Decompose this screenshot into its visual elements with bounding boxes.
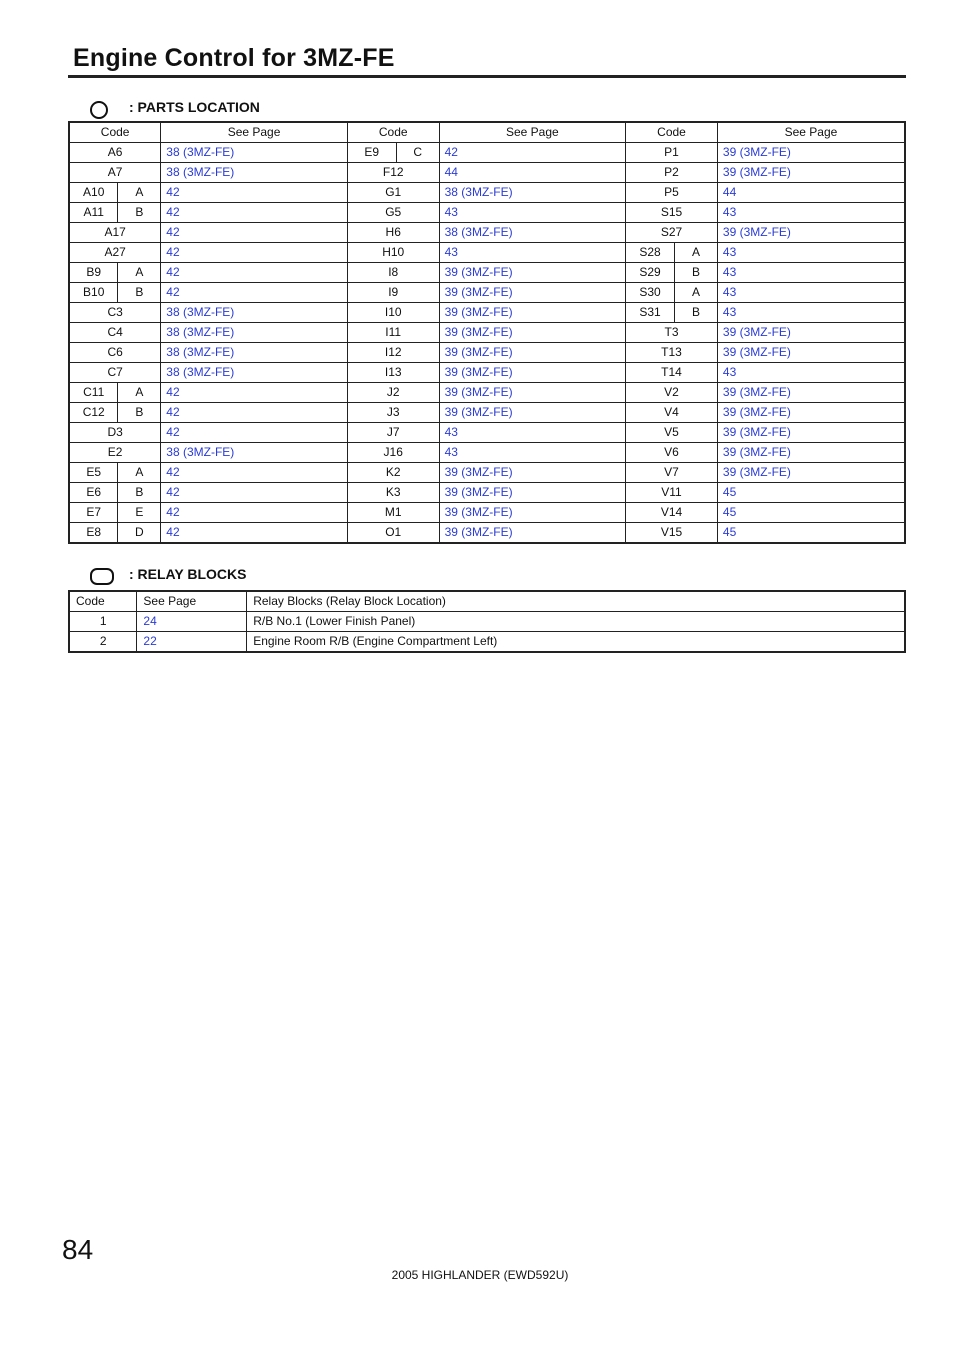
- see-page-link[interactable]: 42: [161, 263, 348, 283]
- see-page-link[interactable]: 39 (3MZ-FE): [439, 503, 626, 523]
- column-header: Code: [69, 122, 161, 143]
- table-row: [69, 303, 905, 323]
- connector-suffix-cell: B: [118, 283, 161, 303]
- see-page-link[interactable]: 42: [161, 403, 348, 423]
- table-row: [69, 203, 905, 223]
- code-cell: C4: [69, 323, 161, 343]
- see-page-link[interactable]: 42: [161, 383, 348, 403]
- connector-suffix-cell: B: [118, 203, 161, 223]
- code-cell: J2: [347, 383, 439, 403]
- see-page-link[interactable]: 38 (3MZ-FE): [439, 183, 626, 203]
- see-page-link[interactable]: 39 (3MZ-FE): [717, 403, 905, 423]
- see-page-link[interactable]: 42: [161, 223, 348, 243]
- relay-blocks-heading: [90, 562, 246, 585]
- code-cell: E5: [69, 463, 118, 483]
- code-cell: V15: [626, 523, 718, 544]
- connector-suffix-cell: C: [396, 143, 439, 163]
- see-page-link[interactable]: 43: [717, 283, 905, 303]
- see-page-link[interactable]: 39 (3MZ-FE): [717, 443, 905, 463]
- code-cell: S29: [626, 263, 675, 283]
- code-cell: V14: [626, 503, 718, 523]
- circle-icon: [90, 101, 108, 119]
- table-row: [69, 243, 905, 263]
- table-row: [69, 423, 905, 443]
- table-row: [69, 283, 905, 303]
- code-cell: D3: [69, 423, 161, 443]
- see-page-link[interactable]: 43: [439, 203, 626, 223]
- table-row: [69, 632, 905, 653]
- table-row: [69, 523, 905, 544]
- code-cell: 1: [69, 612, 137, 632]
- see-page-link[interactable]: 42: [161, 523, 348, 544]
- connector-suffix-cell: B: [118, 483, 161, 503]
- code-cell: S31: [626, 303, 675, 323]
- see-page-link[interactable]: 39 (3MZ-FE): [439, 263, 626, 283]
- code-cell: C6: [69, 343, 161, 363]
- code-cell: A7: [69, 163, 161, 183]
- code-cell: S27: [626, 223, 718, 243]
- see-page-link[interactable]: 39 (3MZ-FE): [439, 483, 626, 503]
- see-page-link[interactable]: 38 (3MZ-FE): [161, 363, 348, 383]
- see-page-link[interactable]: 39 (3MZ-FE): [439, 403, 626, 423]
- see-page-link[interactable]: 42: [161, 503, 348, 523]
- code-cell: A10: [69, 183, 118, 203]
- see-page-link[interactable]: 42: [161, 183, 348, 203]
- see-page-link[interactable]: 39 (3MZ-FE): [439, 303, 626, 323]
- see-page-link[interactable]: 39 (3MZ-FE): [717, 423, 905, 443]
- see-page-link[interactable]: 43: [717, 263, 905, 283]
- see-page-link[interactable]: 39 (3MZ-FE): [717, 463, 905, 483]
- see-page-link[interactable]: 39 (3MZ-FE): [717, 143, 905, 163]
- code-cell: A27: [69, 243, 161, 263]
- relay-blocks-label: : RELAY BLOCKS: [129, 565, 247, 582]
- code-cell: K3: [347, 483, 439, 503]
- parts-location-table: [68, 121, 906, 544]
- connector-suffix-cell: A: [118, 383, 161, 403]
- see-page-link[interactable]: 42: [439, 143, 626, 163]
- code-cell: B9: [69, 263, 118, 283]
- code-cell: E9: [347, 143, 396, 163]
- relay-table-header-row: [69, 591, 905, 612]
- connector-suffix-cell: A: [675, 283, 718, 303]
- relay-block-location-cell: Engine Room R/B (Engine Compartment Left): [247, 632, 905, 653]
- table-row: [69, 463, 905, 483]
- table-row: [69, 263, 905, 283]
- see-page-link[interactable]: 38 (3MZ-FE): [161, 343, 348, 363]
- see-page-link[interactable]: 45: [717, 503, 905, 523]
- footer-text: 2005 HIGHLANDER (EWD592U): [391, 1268, 569, 1282]
- see-page-link[interactable]: 45: [717, 523, 905, 544]
- code-cell: E6: [69, 483, 118, 503]
- title-rule: [68, 75, 906, 78]
- column-header: See Page: [717, 122, 905, 143]
- see-page-link[interactable]: 42: [161, 203, 348, 223]
- table-row: [69, 503, 905, 523]
- connector-suffix-cell: A: [675, 243, 718, 263]
- see-page-link[interactable]: 43: [439, 423, 626, 443]
- code-cell: V11: [626, 483, 718, 503]
- table-row: [69, 612, 905, 632]
- code-cell: V5: [626, 423, 718, 443]
- see-page-link[interactable]: 22: [137, 632, 247, 653]
- column-header: Code: [626, 122, 718, 143]
- pill-icon: [90, 568, 114, 585]
- code-cell: A17: [69, 223, 161, 243]
- code-cell: V6: [626, 443, 718, 463]
- see-page-link[interactable]: 43: [439, 243, 626, 263]
- column-header: Code: [69, 591, 137, 612]
- code-cell: C3: [69, 303, 161, 323]
- see-page-link[interactable]: 43: [717, 243, 905, 263]
- see-page-link[interactable]: 39 (3MZ-FE): [439, 463, 626, 483]
- code-cell: M1: [347, 503, 439, 523]
- see-page-link[interactable]: 38 (3MZ-FE): [161, 163, 348, 183]
- table-row: [69, 483, 905, 503]
- connector-suffix-cell: B: [675, 263, 718, 283]
- code-cell: S30: [626, 283, 675, 303]
- see-page-link[interactable]: 39 (3MZ-FE): [439, 523, 626, 544]
- code-cell: C7: [69, 363, 161, 383]
- column-header: See Page: [137, 591, 247, 612]
- code-cell: E2: [69, 443, 161, 463]
- code-cell: V2: [626, 383, 718, 403]
- see-page-link[interactable]: 39 (3MZ-FE): [717, 323, 905, 343]
- table-row: [69, 363, 905, 383]
- relay-block-location-cell: R/B No.1 (Lower Finish Panel): [247, 612, 905, 632]
- code-cell: J3: [347, 403, 439, 423]
- see-page-link[interactable]: 44: [717, 183, 905, 203]
- connector-suffix-cell: A: [118, 183, 161, 203]
- code-cell: I10: [347, 303, 439, 323]
- code-cell: O1: [347, 523, 439, 544]
- code-cell: A6: [69, 143, 161, 163]
- column-header: Relay Blocks (Relay Block Location): [247, 591, 905, 612]
- code-cell: S28: [626, 243, 675, 263]
- see-page-link[interactable]: 43: [439, 443, 626, 463]
- see-page-link[interactable]: 39 (3MZ-FE): [439, 283, 626, 303]
- code-cell: I8: [347, 263, 439, 283]
- see-page-link[interactable]: 43: [717, 303, 905, 323]
- see-page-link[interactable]: 42: [161, 463, 348, 483]
- see-page-link[interactable]: 39 (3MZ-FE): [439, 383, 626, 403]
- see-page-link[interactable]: 45: [717, 483, 905, 503]
- code-cell: J7: [347, 423, 439, 443]
- see-page-link[interactable]: 24: [137, 612, 247, 632]
- code-cell: F12: [347, 163, 439, 183]
- connector-suffix-cell: D: [118, 523, 161, 544]
- code-cell: C12: [69, 403, 118, 423]
- code-cell: T14: [626, 363, 718, 383]
- code-cell: H6: [347, 223, 439, 243]
- see-page-link[interactable]: 44: [439, 163, 626, 183]
- code-cell: G1: [347, 183, 439, 203]
- see-page-link[interactable]: 43: [717, 363, 905, 383]
- relay-blocks-table: [68, 590, 906, 653]
- code-cell: P1: [626, 143, 718, 163]
- code-cell: A11: [69, 203, 118, 223]
- see-page-link[interactable]: 42: [161, 423, 348, 443]
- see-page-link[interactable]: 39 (3MZ-FE): [439, 323, 626, 343]
- table-row: [69, 183, 905, 203]
- code-cell: I9: [347, 283, 439, 303]
- connector-suffix-cell: E: [118, 503, 161, 523]
- column-header: See Page: [161, 122, 348, 143]
- connector-suffix-cell: A: [118, 463, 161, 483]
- see-page-link[interactable]: 39 (3MZ-FE): [439, 363, 626, 383]
- code-cell: I13: [347, 363, 439, 383]
- see-page-link[interactable]: 39 (3MZ-FE): [717, 163, 905, 183]
- see-page-link[interactable]: 39 (3MZ-FE): [717, 343, 905, 363]
- code-cell: 2: [69, 632, 137, 653]
- table-row: [69, 383, 905, 403]
- column-header: See Page: [439, 122, 626, 143]
- see-page-link[interactable]: 39 (3MZ-FE): [439, 343, 626, 363]
- code-cell: H10: [347, 243, 439, 263]
- code-cell: B10: [69, 283, 118, 303]
- code-cell: I12: [347, 343, 439, 363]
- page-number: 84: [62, 1234, 94, 1265]
- see-page-link[interactable]: 42: [161, 283, 348, 303]
- code-cell: G5: [347, 203, 439, 223]
- see-page-link[interactable]: 42: [161, 483, 348, 503]
- page-title: Engine Control for 3MZ-FE: [73, 44, 395, 72]
- parts-table-body: [69, 143, 905, 544]
- code-cell: I11: [347, 323, 439, 343]
- parts-location-label: : PARTS LOCATION: [129, 99, 260, 115]
- code-cell: T13: [626, 343, 718, 363]
- see-page-link[interactable]: 39 (3MZ-FE): [717, 223, 905, 243]
- connector-suffix-cell: A: [118, 263, 161, 283]
- table-row: [69, 443, 905, 463]
- code-cell: V7: [626, 463, 718, 483]
- code-cell: E8: [69, 523, 118, 544]
- code-cell: E7: [69, 503, 118, 523]
- table-row: [69, 323, 905, 343]
- code-cell: C11: [69, 383, 118, 403]
- see-page-link[interactable]: 38 (3MZ-FE): [161, 143, 348, 163]
- code-cell: J16: [347, 443, 439, 463]
- see-page-link[interactable]: 38 (3MZ-FE): [161, 323, 348, 343]
- code-cell: S15: [626, 203, 718, 223]
- table-row: [69, 343, 905, 363]
- table-row: [69, 223, 905, 243]
- see-page-link[interactable]: 43: [717, 203, 905, 223]
- code-cell: K2: [347, 463, 439, 483]
- parts-table-header-row: [69, 122, 905, 143]
- see-page-link[interactable]: 42: [161, 243, 348, 263]
- see-page-link[interactable]: 38 (3MZ-FE): [161, 443, 348, 463]
- relay-table-body: [69, 612, 905, 653]
- parts-location-heading: [90, 95, 260, 119]
- connector-suffix-cell: B: [118, 403, 161, 423]
- see-page-link[interactable]: 38 (3MZ-FE): [439, 223, 626, 243]
- see-page-link[interactable]: 39 (3MZ-FE): [717, 383, 905, 403]
- code-cell: P2: [626, 163, 718, 183]
- table-row: [69, 163, 905, 183]
- table-row: [69, 143, 905, 163]
- code-cell: T3: [626, 323, 718, 343]
- connector-suffix-cell: B: [675, 303, 718, 323]
- code-cell: V4: [626, 403, 718, 423]
- code-cell: P5: [626, 183, 718, 203]
- table-row: [69, 403, 905, 423]
- column-header: Code: [347, 122, 439, 143]
- see-page-link[interactable]: 38 (3MZ-FE): [161, 303, 348, 323]
